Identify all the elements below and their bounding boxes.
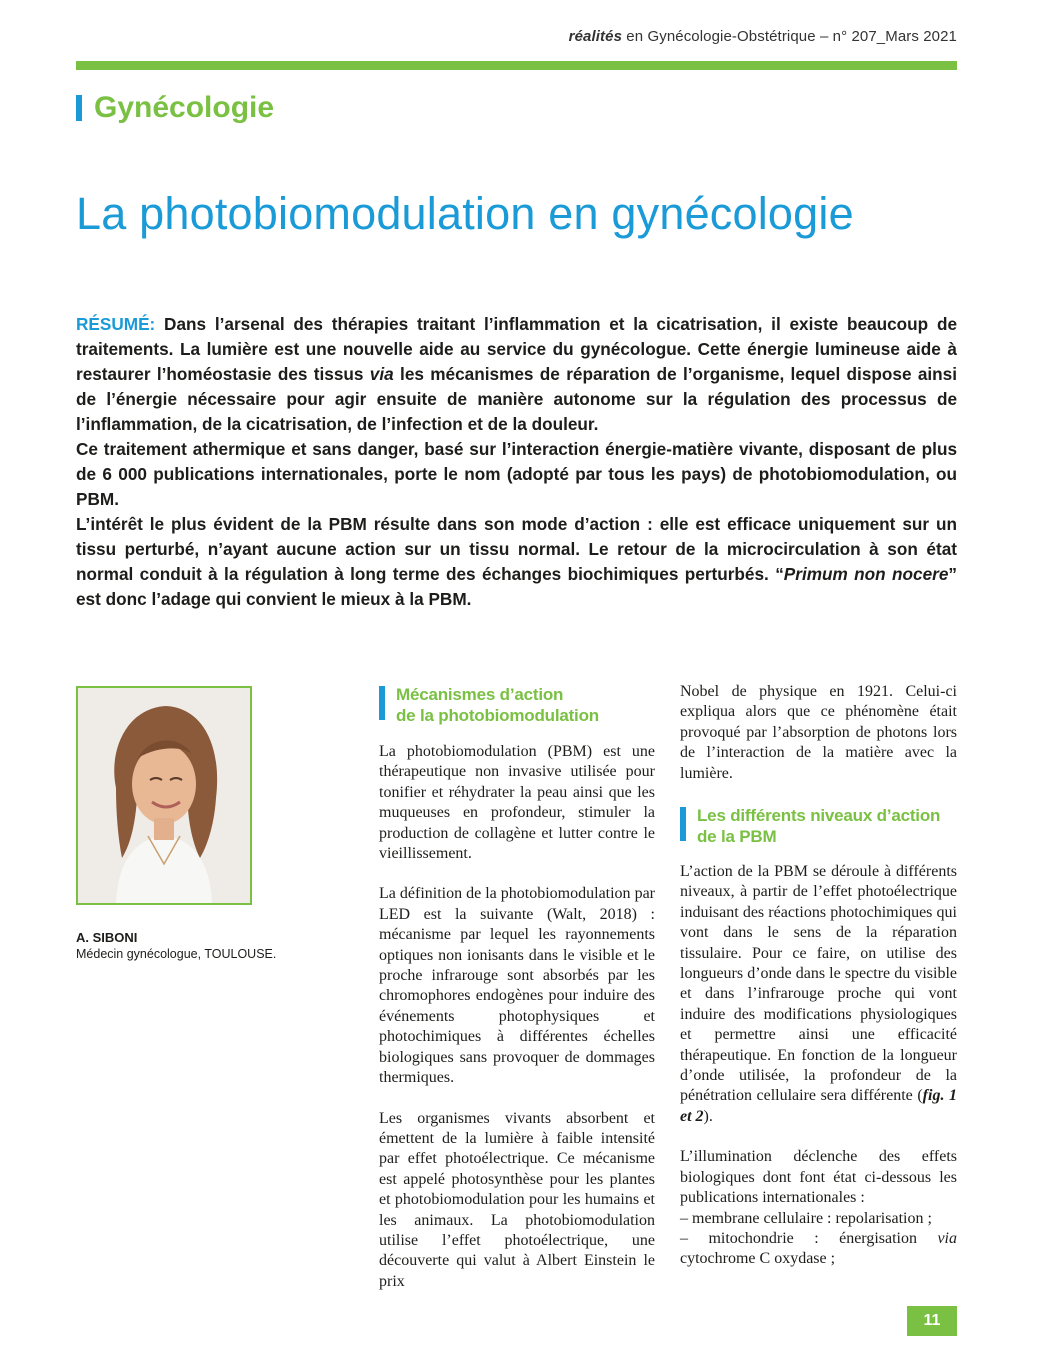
text: L’illumination déclenche des effets biologiques dont font état ci-dessous les publications internationales : bbox=[680, 1148, 957, 1207]
journal-name: réalités bbox=[568, 28, 623, 45]
abstract-paragraph-1 bbox=[76, 312, 957, 437]
abstract-text: les mécanismes de réparation de l’organisme, lequel dispose ainsi de l’énergie nécessaire pour agir ensuite de manière autonome sur la régulation des processus de l’inflammation, de la cicatrisation, de l’infection et de la douleur. bbox=[76, 364, 958, 434]
figure-reference: fig. 1 et 2 bbox=[680, 1087, 957, 1125]
text: L’action de la PBM se déroule à différents niveaux, à partir de l’effet photoélectrique induisant des réactions photochimiques qui vont dans le sens de la réparation tissulaire. Pour ce faire, on utilise des longueurs d’onde dans le spectre du visible et dans l’infrarouge proche qui vont induire des modifications physiologiques et permettre ainsi une efficacité thérapeutique. En fonction de la longueur d’onde utilisée, la profondeur de la pénétration cellulaire sera différente ( bbox=[680, 863, 957, 1105]
column-2-body bbox=[680, 862, 957, 1270]
abstract-text: L’intérêt le plus évident de la PBM résulte dans son mode d’action : elle est efficace uniquement sur un tissu perturbé, n’ayant aucune action sur un tissu normal. Le retour de la microcirculation à son état normal conduit à la régulation à long terme des échanges biochimiques perturbés. “ bbox=[76, 514, 957, 584]
journal-header bbox=[569, 28, 957, 45]
abstract-italic: via bbox=[369, 364, 394, 384]
section-title: Gynécologie bbox=[94, 91, 275, 124]
paragraph bbox=[680, 1147, 957, 1269]
author-role: Médecin gynécologue, TOULOUSE. bbox=[76, 947, 277, 961]
author-photo bbox=[76, 686, 252, 905]
subhead-marker bbox=[379, 686, 385, 720]
subhead-line: de la photobiomodulation bbox=[396, 706, 599, 725]
abstract bbox=[76, 312, 957, 612]
text: ). bbox=[703, 1107, 713, 1125]
italic-text: via bbox=[937, 1229, 957, 1247]
text: cytochrome C oxydase ; bbox=[680, 1250, 836, 1268]
abstract-text: ” est donc l’adage qui convient le mieux à la PBM. bbox=[76, 564, 957, 609]
top-green-rule bbox=[76, 61, 957, 70]
author-portrait-illustration bbox=[78, 688, 250, 903]
subhead-mechanisms bbox=[396, 684, 599, 726]
abstract-paragraph-2: Ce traitement athermique et sans danger, basé sur l’interaction énergie-matière vivante, disposant de plus de 6 000 publications internationales, porte le nom (adopté par tous les pays) de photobiomodulation, ou PBM. bbox=[76, 439, 957, 509]
paragraph: La photobiomodulation (PBM) est une thérapeutique non invasive utilisée pour tonifier et réhydrater la peau ainsi que les muqueuses en profondeur, stimuler la production de collagène et lutter contre le vieillissement. bbox=[379, 743, 655, 863]
article-title: La photobiomodulation en gynécologie bbox=[76, 188, 854, 239]
journal-issue: en Gynécologie-Obstétrique – n° 207_Mars 2021 bbox=[626, 28, 957, 45]
section-marker bbox=[76, 95, 82, 121]
paragraph: Nobel de physique en 1921. Celui-ci expliqua alors que ce phénomène était provoqué par l’absorption de photons lors de l’interaction de la matière avec la lumière. bbox=[680, 683, 957, 782]
paragraph: La définition de la photobiomodulation par LED est la suivante (Walt, 2018) : mécanisme par lequel les rayonnements optiques non ionisants dans le visible et le proche infrarouge sont absorbés par les chromophores endogènes pour induire des événements photophysiques et photochimiques à différentes échelles biologiques sans provoquer de dommages thermiques. bbox=[379, 885, 655, 1087]
text: – mitochondrie : énergisation bbox=[680, 1229, 917, 1247]
subhead-marker bbox=[680, 807, 686, 841]
column-2-continued bbox=[680, 682, 957, 804]
author-name: A. SIBONI bbox=[76, 930, 138, 945]
abstract-label: RÉSUMÉ: bbox=[76, 314, 156, 334]
column-1-body bbox=[379, 742, 655, 1312]
subhead-levels bbox=[697, 805, 940, 847]
paragraph: Les organismes vivants absorbent et émettent de la lumière à faible intensité par effet photoélectrique. Ce mécanisme est appelé photosynthèse pour les plantes et photobiomodulation pour les humains et les animaux. La photobiomodulation utilise l’effet photoélectrique, une découverte qui valut à Albert Einstein le prix bbox=[379, 1109, 655, 1290]
subhead-line: Les différents niveaux d’action bbox=[697, 806, 941, 825]
paragraph bbox=[680, 862, 957, 1127]
subhead-line: Mécanismes d’action bbox=[396, 685, 564, 704]
abstract-italic: Primum non nocere bbox=[783, 564, 949, 584]
list-item: – membrane cellulaire : repolarisation ; bbox=[680, 1209, 932, 1227]
abstract-paragraph-3 bbox=[76, 512, 957, 612]
list-item bbox=[680, 1229, 957, 1270]
abstract-text: Dans l’arsenal des thérapies traitant l’inflammation et la cicatrisation, il existe beaucoup de traitements. La lumière est une nouvelle aide au service du gynécologue. Cette énergie lumineuse aide à restaurer l’homéostasie des tissus bbox=[76, 314, 958, 384]
subhead-line: de la PBM bbox=[697, 827, 777, 846]
page-number: 11 bbox=[907, 1306, 957, 1336]
